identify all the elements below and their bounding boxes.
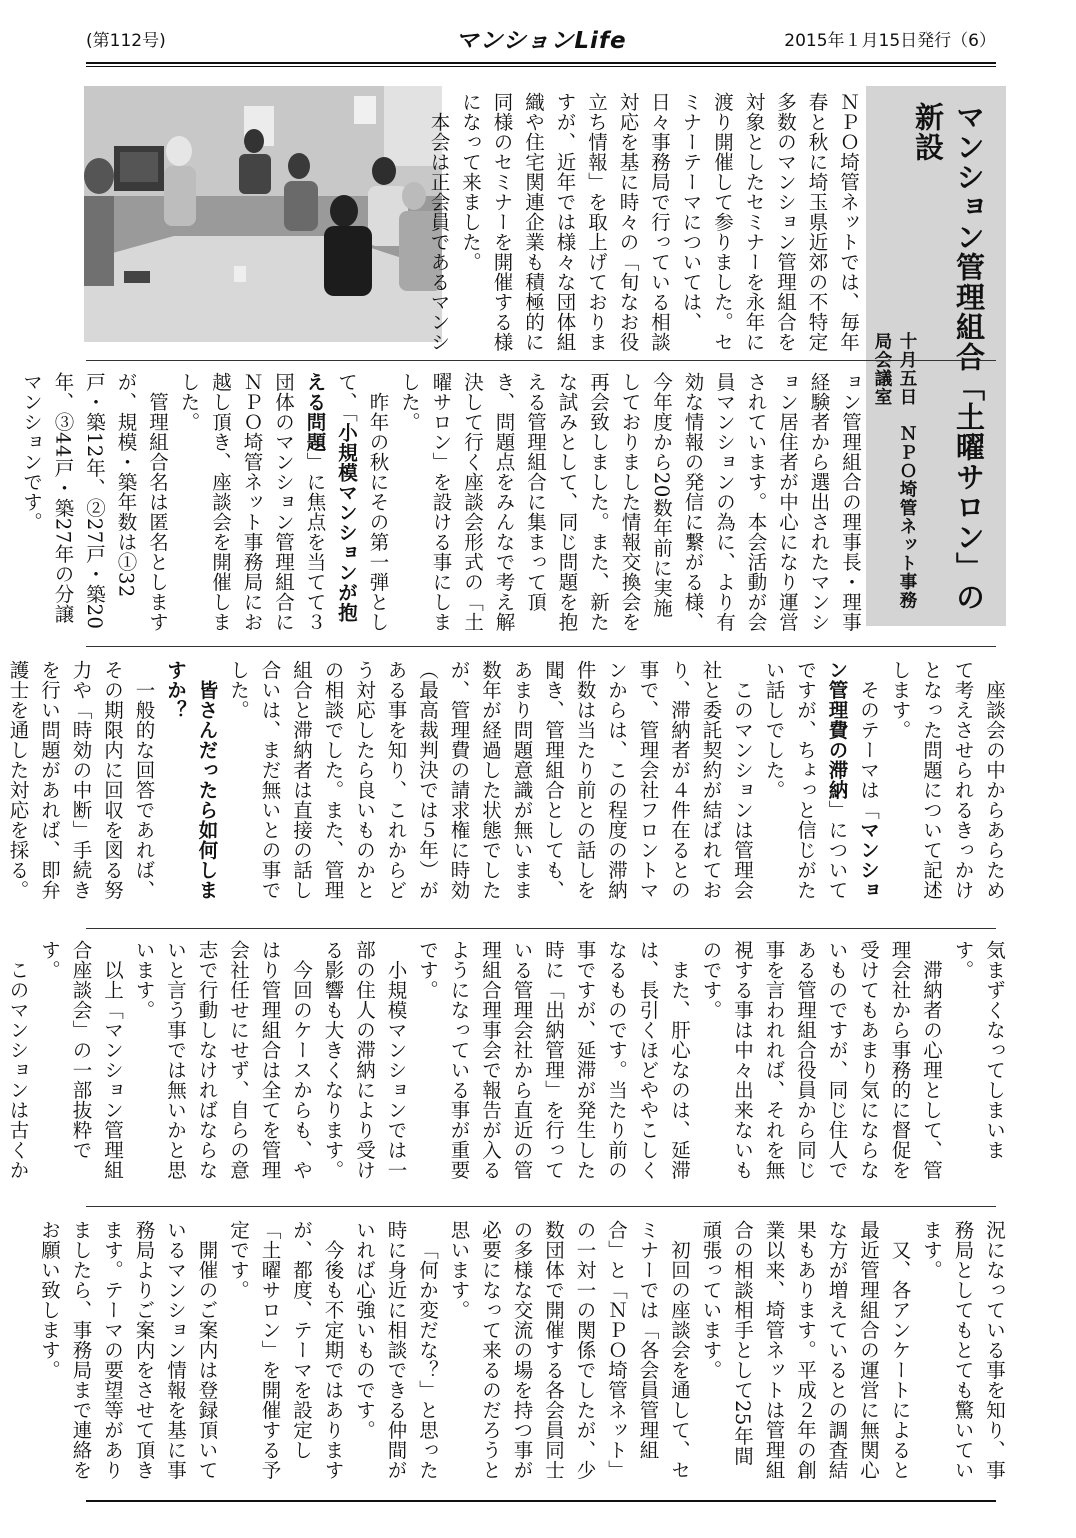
emphasis: 小規模マンションが抱える問題 bbox=[303, 372, 358, 623]
paragraph: ョン管理組合の理事長・理事経験者から選出されたマンション居住者が中心になり運営されています。本会活動が会員マンションの為に、より有効な情報の発信に繋がる様、今年度から20数年前に実施しておりました情報交換会を再会致しました。また、新たな試みとして、同じ問題を抱える管理組合に集まって頂き、問題点をみんなで考え解決して行く座談会形式の「土曜サロン」を設ける事にしました。 bbox=[398, 372, 862, 632]
footer-rule bbox=[86, 1500, 996, 1502]
section-4-text bbox=[6, 940, 1010, 1198]
paragraph: 一般的な回答であれば、その期限内に回収を図る努力や「時効の中断」手続きを行い問題があれば、即弁護士を通した対応を採る。 bbox=[6, 660, 156, 900]
article-title: マンション管理組合「土曜サロン」の新設 bbox=[911, 102, 986, 612]
issue-number: (第112号) bbox=[86, 31, 166, 51]
section-2-text bbox=[20, 372, 866, 634]
paragraph: また、肝心なのは、延滞は、長引くほどややこしくなるものです。当たり前の事ですが、延滞が発生した時に「出納管理」を行っている管理会社から直近の管理組合理事会で報告が入るようになっている事が重要です。 bbox=[416, 940, 691, 1180]
section-divider bbox=[86, 646, 996, 647]
header-rule-thin bbox=[86, 66, 996, 67]
page-header bbox=[86, 22, 996, 56]
paragraph: 以上「マンション管理組合座談会」の一部抜粋です。 bbox=[38, 940, 124, 1180]
section-1-text bbox=[427, 92, 864, 352]
paragraph: 管理組合名は匿名としますが、規模・築年数は①32戸・築12年、②27戸・築20年、③44戸・築27年の分譲マンションです。 bbox=[20, 372, 169, 632]
paragraph: 「何か変だな？」と思った時に身近に相談できる仲間がいれば心強いものです。 bbox=[353, 1220, 439, 1480]
section-divider bbox=[86, 1206, 996, 1207]
paragraph: このマンションは古くか bbox=[6, 959, 30, 1180]
section-divider bbox=[86, 360, 996, 361]
paragraph: 今後も不定期ではありますが、都度、テーマを設定し「土曜サロン」を開催する予定です。 bbox=[227, 1220, 345, 1480]
paragraph: 本会は正会員であるマンシ bbox=[427, 111, 451, 352]
paragraph: 小規模マンションでは一部の住人の滞納により受ける影響も大きくなります。 bbox=[321, 940, 408, 1180]
paragraph: 今回のケースからも、やはり管理組合は全てを管理会社任せにせず、自らの意志で行動しなければならないと言う事では無いかと思います。 bbox=[132, 940, 313, 1180]
paragraph: 又、各アンケートによると最近管理組合の運営に無関心な方が増えているとの調査結果もあります。平成２年の創業以来、埼管ネットは管理組合の相談相手として25年間頑張っています。 bbox=[699, 1220, 912, 1480]
paragraph: 昨年の秋にその第一弾として、「小規模マンションが抱える問題」に焦点を当てて３団体のマンション管理組合にＮＰＯ埼管ネット事務局にお越し頂き、座談会を開催しました。 bbox=[177, 372, 390, 632]
meeting-photo bbox=[84, 86, 442, 342]
article-subtitle: 十月五日 ＮＰＯ埼管ネット事務局会議室 bbox=[872, 332, 917, 610]
paragraph: 初回の座談会を通して、セミナーでは「各会員管理組合」と「ＮＰＯ埼管ネット」の一対一の関係でしたが、少数団体で開催する各会員同士の多様な交流の場を持つ事が必要になって来るのだろうと思います。 bbox=[447, 1220, 691, 1480]
paragraph: そのテーマは「マンション管理費の滞納」についてですが、ちょっと信じがたい話しでした。 bbox=[762, 660, 880, 900]
question: 皆さんだったら如何しますか？ bbox=[164, 660, 219, 900]
section-divider bbox=[86, 928, 996, 929]
title-box bbox=[866, 86, 1006, 626]
paragraph: 気まずくなってしまいます。 bbox=[951, 940, 1006, 1160]
masthead: マンションLife bbox=[455, 28, 627, 54]
paragraph: ＮＰＯ埼管ネットでは、毎年春と秋に埼玉県近郊の不特定多数のマンション管理組合を対象としたセミナーを永年に渡り開催して参りました。セミナーテーマについては、日々事務局で行っている相談対応を基に時々の「旬なお役立ち情報」を取上げておりますが、近年では様々な団体組織や住宅関連企業も積極的に同様のセミナーを開催する様になって来ました。 bbox=[459, 92, 860, 352]
paragraph: 況になっている事を知り、事務局としてもとても驚いています。 bbox=[920, 1220, 1006, 1480]
section-3-text bbox=[6, 660, 1010, 918]
header-rule bbox=[86, 62, 996, 64]
meeting-photo-icon bbox=[84, 86, 442, 342]
section-5-text bbox=[38, 1220, 1010, 1482]
paragraph: 滞納者の心理として、管理会社から事務的に督促を受けてもあまり気にならないものですが、同じ住人である管理組合役員から同じ事を言われれば、それを無視する事は中々出来ないものです。 bbox=[699, 940, 943, 1180]
paragraph: 座談会の中からあらためて考えさせられるきっかけとなった問題について記述します。 bbox=[888, 660, 1006, 900]
paragraph: このマンションは管理会社と委託契約が結ばれており、滞納者が４件在るとの事で、管理会社フロントマンからは、この程度の滞納件数は当たり前との話しを聞き、管理組合としても、あまり問題意識が無いまま数年が経過した状態でしたが、管理費の請求権に時効（最高裁判決では５年）がある事を知り、これからどう対応したら良いものかとの相談でした。また、管理組合と滞納者は直接の話し合いは、まだ無いとの事でした。 bbox=[227, 660, 754, 900]
emphasis: マンション管理費の滞納 bbox=[825, 660, 880, 900]
paragraph: 開催のご案内は登録頂いているマンション情報を基に事務局よりご案内をさせて頂きます。テーマの要望等がありましたら、事務局まで連絡をお願い致します。 bbox=[38, 1220, 219, 1480]
issue-date: 2015年１月15日発行（6） bbox=[784, 31, 996, 51]
